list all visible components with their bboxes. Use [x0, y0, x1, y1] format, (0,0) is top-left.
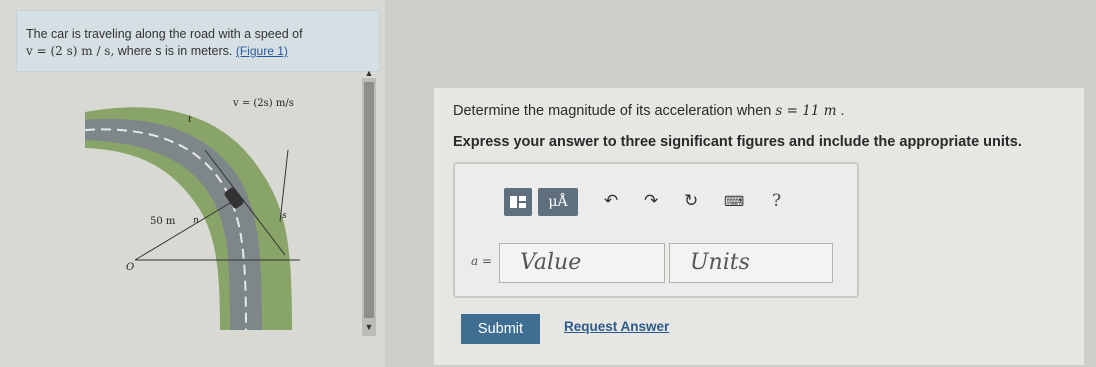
submit-button[interactable]: Submit: [461, 314, 540, 344]
figure-link[interactable]: (Figure 1): [235, 44, 288, 58]
scroll-down-arrow-icon[interactable]: ▼: [364, 322, 374, 332]
problem-panel: [0, 0, 385, 367]
question-condition: s = 11 m: [775, 103, 837, 119]
radius-label: 50 m: [150, 216, 176, 227]
value-input[interactable]: Value: [499, 243, 665, 283]
answer-variable-label: [471, 254, 492, 268]
speed-label: v = (2s) m/s: [233, 98, 294, 109]
speed-equation: v = (2 s) m / s,: [26, 44, 115, 58]
undo-icon[interactable]: ↶: [604, 191, 619, 210]
normal-label: n: [193, 216, 199, 226]
templates-icon[interactable]: [504, 188, 532, 216]
origin-label: O: [126, 262, 135, 273]
redo-icon[interactable]: ↷: [644, 191, 659, 210]
question-card: [434, 88, 1084, 365]
problem-text-line-1: The car is traveling along the road with a speed of: [26, 27, 303, 41]
tangent-label: t: [188, 115, 192, 125]
answer-panel: [385, 0, 1096, 367]
s-label: s: [282, 211, 287, 221]
problem-statement: [16, 10, 380, 72]
road-figure: [30, 90, 360, 330]
help-button[interactable]: ?: [772, 191, 782, 211]
scroll-up-arrow-icon[interactable]: ▲: [364, 68, 374, 78]
question-prompt-end: .: [836, 103, 845, 119]
request-answer-link[interactable]: Request Answer: [564, 319, 670, 334]
keyboard-icon[interactable]: ⌨: [724, 193, 745, 209]
units-symbol-button[interactable]: μÅ: [538, 188, 578, 216]
scroll-thumb[interactable]: [364, 82, 374, 318]
answer-box: [453, 162, 859, 298]
units-input[interactable]: Units: [669, 243, 833, 283]
answer-equals: =: [478, 254, 493, 268]
question-prompt: [453, 103, 845, 119]
answer-variable: a: [471, 254, 479, 268]
templates-glyph-icon: [504, 188, 532, 216]
question-prompt-text: Determine the magnitude of its acceleration when: [453, 103, 776, 119]
problem-text-where: where s is in meters.: [114, 44, 236, 58]
figure-scrollbar[interactable]: [362, 68, 376, 336]
question-instruction: Express your answer to three significant figures and include the appropriate units.: [453, 134, 1022, 150]
problem-text-line-2: [26, 44, 288, 58]
reset-icon[interactable]: ↻: [684, 191, 699, 210]
